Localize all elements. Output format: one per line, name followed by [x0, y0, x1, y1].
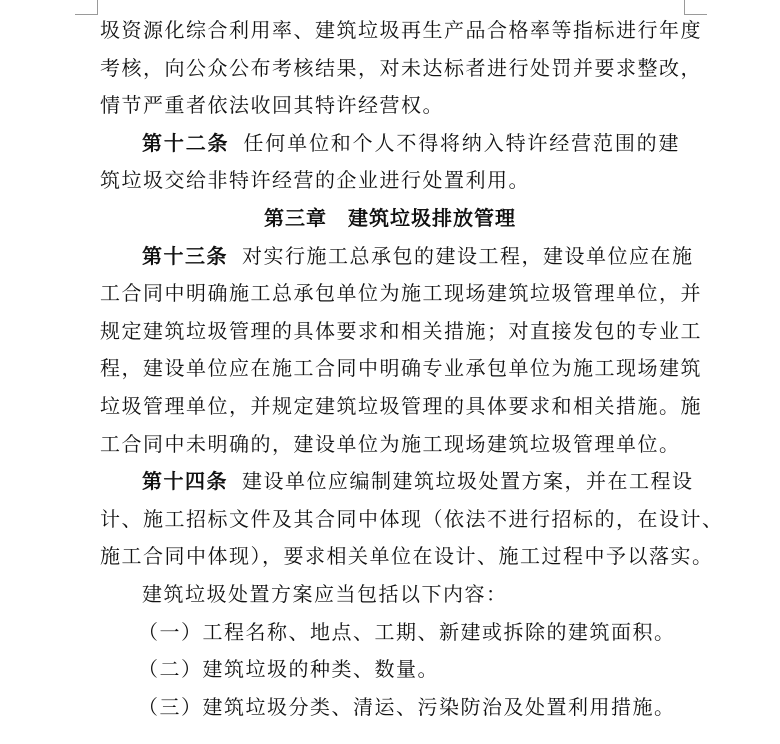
- body-line: 情节严重者依法收回其特许经营权。: [100, 93, 444, 118]
- article-13-label: 第十三条: [142, 243, 228, 268]
- article-13-text: 对实行施工总承包的建设工程，建设单位应在施: [242, 243, 694, 268]
- left-margin-corner-mark: [75, 0, 98, 15]
- body-line: 考核，向公众公布考核结果，对未达标者进行处罚并要求整改，: [100, 55, 702, 80]
- article-13-first-line: [100, 238, 694, 276]
- article-14-line: 施工合同中体现），要求相关单位在设计、施工过程中予以落实。: [100, 544, 714, 569]
- article-12-first-line: [100, 125, 680, 163]
- article-13-line: 工合同中未明确的，建设单位为施工现场建筑垃圾管理单位。: [100, 431, 681, 456]
- document-body: [100, 12, 724, 726]
- chapter-3-title: 第三章 建筑垃圾排放管理: [264, 205, 516, 230]
- article-13-line: 规定建筑垃圾管理的具体要求和相关措施；对直接发包的专业工: [100, 318, 702, 343]
- plan-item: （一）工程名称、地点、工期、新建或拆除的建筑面积。: [138, 619, 676, 644]
- right-margin-corner-mark: [684, 0, 707, 15]
- article-12-label: 第十二条: [142, 130, 230, 155]
- article-12-text: 任何单位和个人不得将纳入特许经营范围的建: [243, 130, 681, 155]
- plan-item: （二）建筑垃圾的种类、数量。: [138, 657, 439, 682]
- article-14-text: 建设单位应编制建筑垃圾处置方案，并在工程设: [242, 469, 694, 494]
- article-14-line: 计、施工招标文件及其合同中体现（依法不进行招标的，在设计、: [100, 506, 724, 531]
- article-13-line: 工合同中明确施工总承包单位为施工现场建筑垃圾管理单位，并: [100, 281, 702, 306]
- body-line: 圾资源化综合利用率、建筑垃圾再生产品合格率等指标进行年度: [100, 18, 702, 42]
- article-13-line: 程，建设单位应在施工合同中明确专业承包单位为施工现场建筑: [100, 356, 702, 381]
- article-12-line: 筑垃圾交给非特许经营的企业进行处置利用。: [100, 168, 530, 193]
- plan-intro: 建筑垃圾处置方案应当包括以下内容：: [142, 581, 508, 606]
- article-13-line: 垃圾管理单位，并规定建筑垃圾管理的具体要求和相关措施。施: [100, 393, 702, 418]
- article-14-first-line: [100, 463, 694, 501]
- plan-item: （三）建筑垃圾分类、清运、污染防治及处置利用措施。: [138, 694, 676, 719]
- article-14-label: 第十四条: [142, 469, 228, 494]
